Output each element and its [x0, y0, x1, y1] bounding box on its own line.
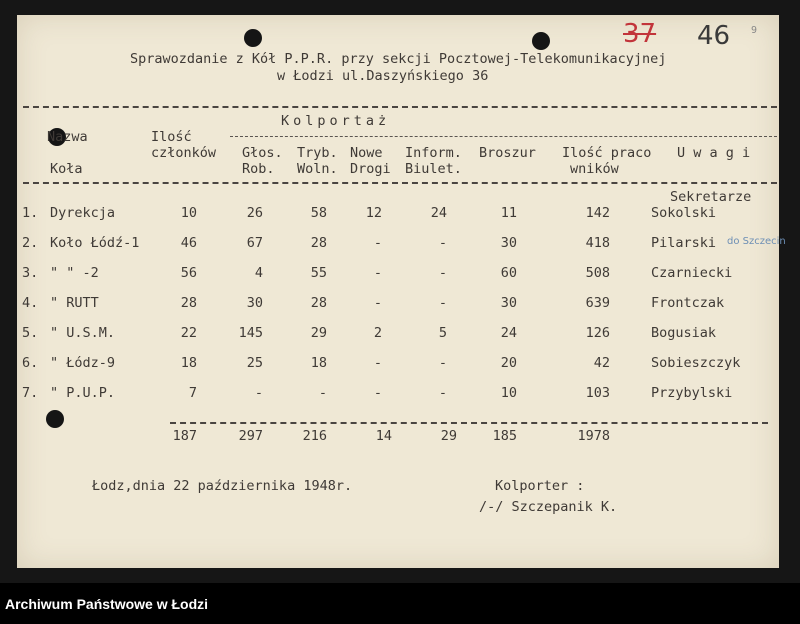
- cell-no: 3.: [22, 265, 39, 281]
- cell-name: Koło Łódź-1: [50, 235, 140, 251]
- cell-inform: -: [438, 265, 447, 281]
- header-tryb-1: Tryb.: [297, 145, 338, 161]
- cell-nowe: -: [373, 355, 382, 371]
- cell-members: 46: [180, 235, 197, 251]
- page-number-small: 9: [751, 25, 758, 36]
- header-broszur: Broszur: [479, 145, 536, 161]
- rule-totals: [170, 422, 768, 424]
- cell-name: " Łódz-9: [50, 355, 116, 371]
- cell-nowe: -: [373, 385, 382, 401]
- archive-name: Archiwum Państwowe w Łodzi: [5, 596, 209, 612]
- cell-prac: 142: [585, 205, 610, 221]
- page-number-pencil: 46: [697, 21, 731, 51]
- cell-nowe: 2: [373, 325, 382, 341]
- cell-members: 56: [180, 265, 197, 281]
- cell-prac: 42: [593, 355, 610, 371]
- cell-members: 22: [180, 325, 197, 341]
- cell-nowe: -: [373, 235, 382, 251]
- cell-glos: 145: [238, 325, 263, 341]
- cell-no: 7.: [22, 385, 39, 401]
- cell-tryb: 29: [310, 325, 327, 341]
- cell-glos: 26: [246, 205, 263, 221]
- cell-name: " P.U.P.: [50, 385, 116, 401]
- rule-kolportaz: [230, 136, 777, 137]
- total-nowe: 14: [375, 428, 392, 444]
- cell-members: 7: [188, 385, 197, 401]
- header-kolportaz: Kolportaż: [281, 113, 391, 129]
- header-nazwa: Nazwa: [47, 129, 88, 145]
- header-glos-2: Rob.: [242, 161, 275, 177]
- cell-no: 2.: [22, 235, 39, 251]
- header-nowe-1: Nowe: [350, 145, 383, 161]
- document-page: [17, 15, 786, 568]
- cell-broszur: 60: [500, 265, 517, 281]
- cell-name: " RUTT: [50, 295, 99, 311]
- cell-broszur: 30: [500, 295, 517, 311]
- total-glos: 297: [238, 428, 263, 444]
- cell-name: Dyrekcja: [50, 205, 116, 221]
- cell-tryb: 55: [310, 265, 327, 281]
- cell-no: 5.: [22, 325, 39, 341]
- header-kola: Koła: [50, 161, 83, 177]
- cell-sekretarz: Pilarski: [651, 235, 717, 251]
- cell-tryb: -: [318, 385, 327, 401]
- cell-inform: -: [438, 235, 447, 251]
- cell-inform: 5: [438, 325, 447, 341]
- header-nowe-2: Drogi: [350, 161, 391, 177]
- cell-sekretarz: Czarniecki: [651, 265, 733, 281]
- header-glos-1: Głos.: [242, 145, 283, 161]
- cell-sekretarz: Sobieszczyk: [651, 355, 741, 371]
- cell-tryb: 28: [310, 295, 327, 311]
- cell-no: 6.: [22, 355, 39, 371]
- page-number-red: 37: [623, 19, 657, 49]
- cell-glos: 4: [254, 265, 263, 281]
- total-inform: 29: [440, 428, 457, 444]
- cell-no: 4.: [22, 295, 39, 311]
- cell-prac: 126: [585, 325, 610, 341]
- total-broszur: 185: [492, 428, 517, 444]
- cell-members: 18: [180, 355, 197, 371]
- cell-tryb: 58: [310, 205, 327, 221]
- cell-glos: 30: [246, 295, 263, 311]
- cell-broszur: 10: [500, 385, 517, 401]
- header-ilosc-prac-2: wników: [570, 161, 619, 177]
- title-line-1: Sprawozdanie z Kół P.P.R. przy sekcji Pocztowej-Telekomunikacyjnej: [130, 51, 667, 67]
- rule-header-bottom: [23, 182, 777, 184]
- cell-glos: 25: [246, 355, 263, 371]
- header-sekretarze: Sekretarze: [670, 189, 752, 205]
- total-prac: 1978: [577, 428, 610, 444]
- header-ilosc-prac-1: Ilość praco: [562, 145, 652, 161]
- cell-sekretarz: Frontczak: [651, 295, 725, 311]
- cell-glos: 67: [246, 235, 263, 251]
- cell-sekretarz: Sokolski: [651, 205, 717, 221]
- rule-top: [23, 106, 777, 108]
- title-line-2: w Łodzi ul.Daszyńskiego 36: [277, 68, 489, 84]
- total-tryb: 216: [302, 428, 327, 444]
- cell-prac: 639: [585, 295, 610, 311]
- cell-inform: -: [438, 295, 447, 311]
- archive-footer: [0, 583, 800, 624]
- cell-members: 28: [180, 295, 197, 311]
- kolporter-label: Kolporter :: [495, 478, 585, 494]
- cell-prac: 508: [585, 265, 610, 281]
- cell-glos: -: [254, 385, 263, 401]
- punch-hole-top-left: [244, 29, 262, 47]
- cell-name: " " -2: [50, 265, 99, 281]
- header-uwagi: U w a g i: [677, 145, 751, 161]
- cell-tryb: 18: [310, 355, 327, 371]
- cell-prac: 103: [585, 385, 610, 401]
- kolporter-name: /-/ Szczepanik K.: [479, 499, 618, 515]
- header-ilosc: Ilość: [151, 129, 192, 145]
- cell-nowe: 12: [365, 205, 382, 221]
- header-inform-2: Biulet.: [405, 161, 462, 177]
- total-members: 187: [172, 428, 197, 444]
- cell-broszur: 20: [500, 355, 517, 371]
- handwritten-note: do Szczecin: [727, 236, 786, 247]
- cell-sekretarz: Bogusiak: [651, 325, 717, 341]
- date-line: Łodz,dnia 22 października 1948r.: [92, 478, 353, 494]
- cell-members: 10: [180, 205, 197, 221]
- cell-broszur: 11: [500, 205, 517, 221]
- cell-broszur: 30: [500, 235, 517, 251]
- cell-broszur: 24: [500, 325, 517, 341]
- punch-hole-top-right: [532, 32, 550, 50]
- punch-hole-bottom-left: [46, 410, 64, 428]
- cell-no: 1.: [22, 205, 39, 221]
- header-czlonkow: członków: [151, 145, 217, 161]
- cell-nowe: -: [373, 265, 382, 281]
- cell-tryb: 28: [310, 235, 327, 251]
- cell-inform: -: [438, 385, 447, 401]
- cell-inform: -: [438, 355, 447, 371]
- cell-prac: 418: [585, 235, 610, 251]
- header-tryb-2: Woln.: [297, 161, 338, 177]
- cell-name: " U.S.M.: [50, 325, 116, 341]
- cell-inform: 24: [430, 205, 447, 221]
- cell-sekretarz: Przybylski: [651, 385, 733, 401]
- header-inform-1: Inform.: [405, 145, 462, 161]
- cell-nowe: -: [373, 295, 382, 311]
